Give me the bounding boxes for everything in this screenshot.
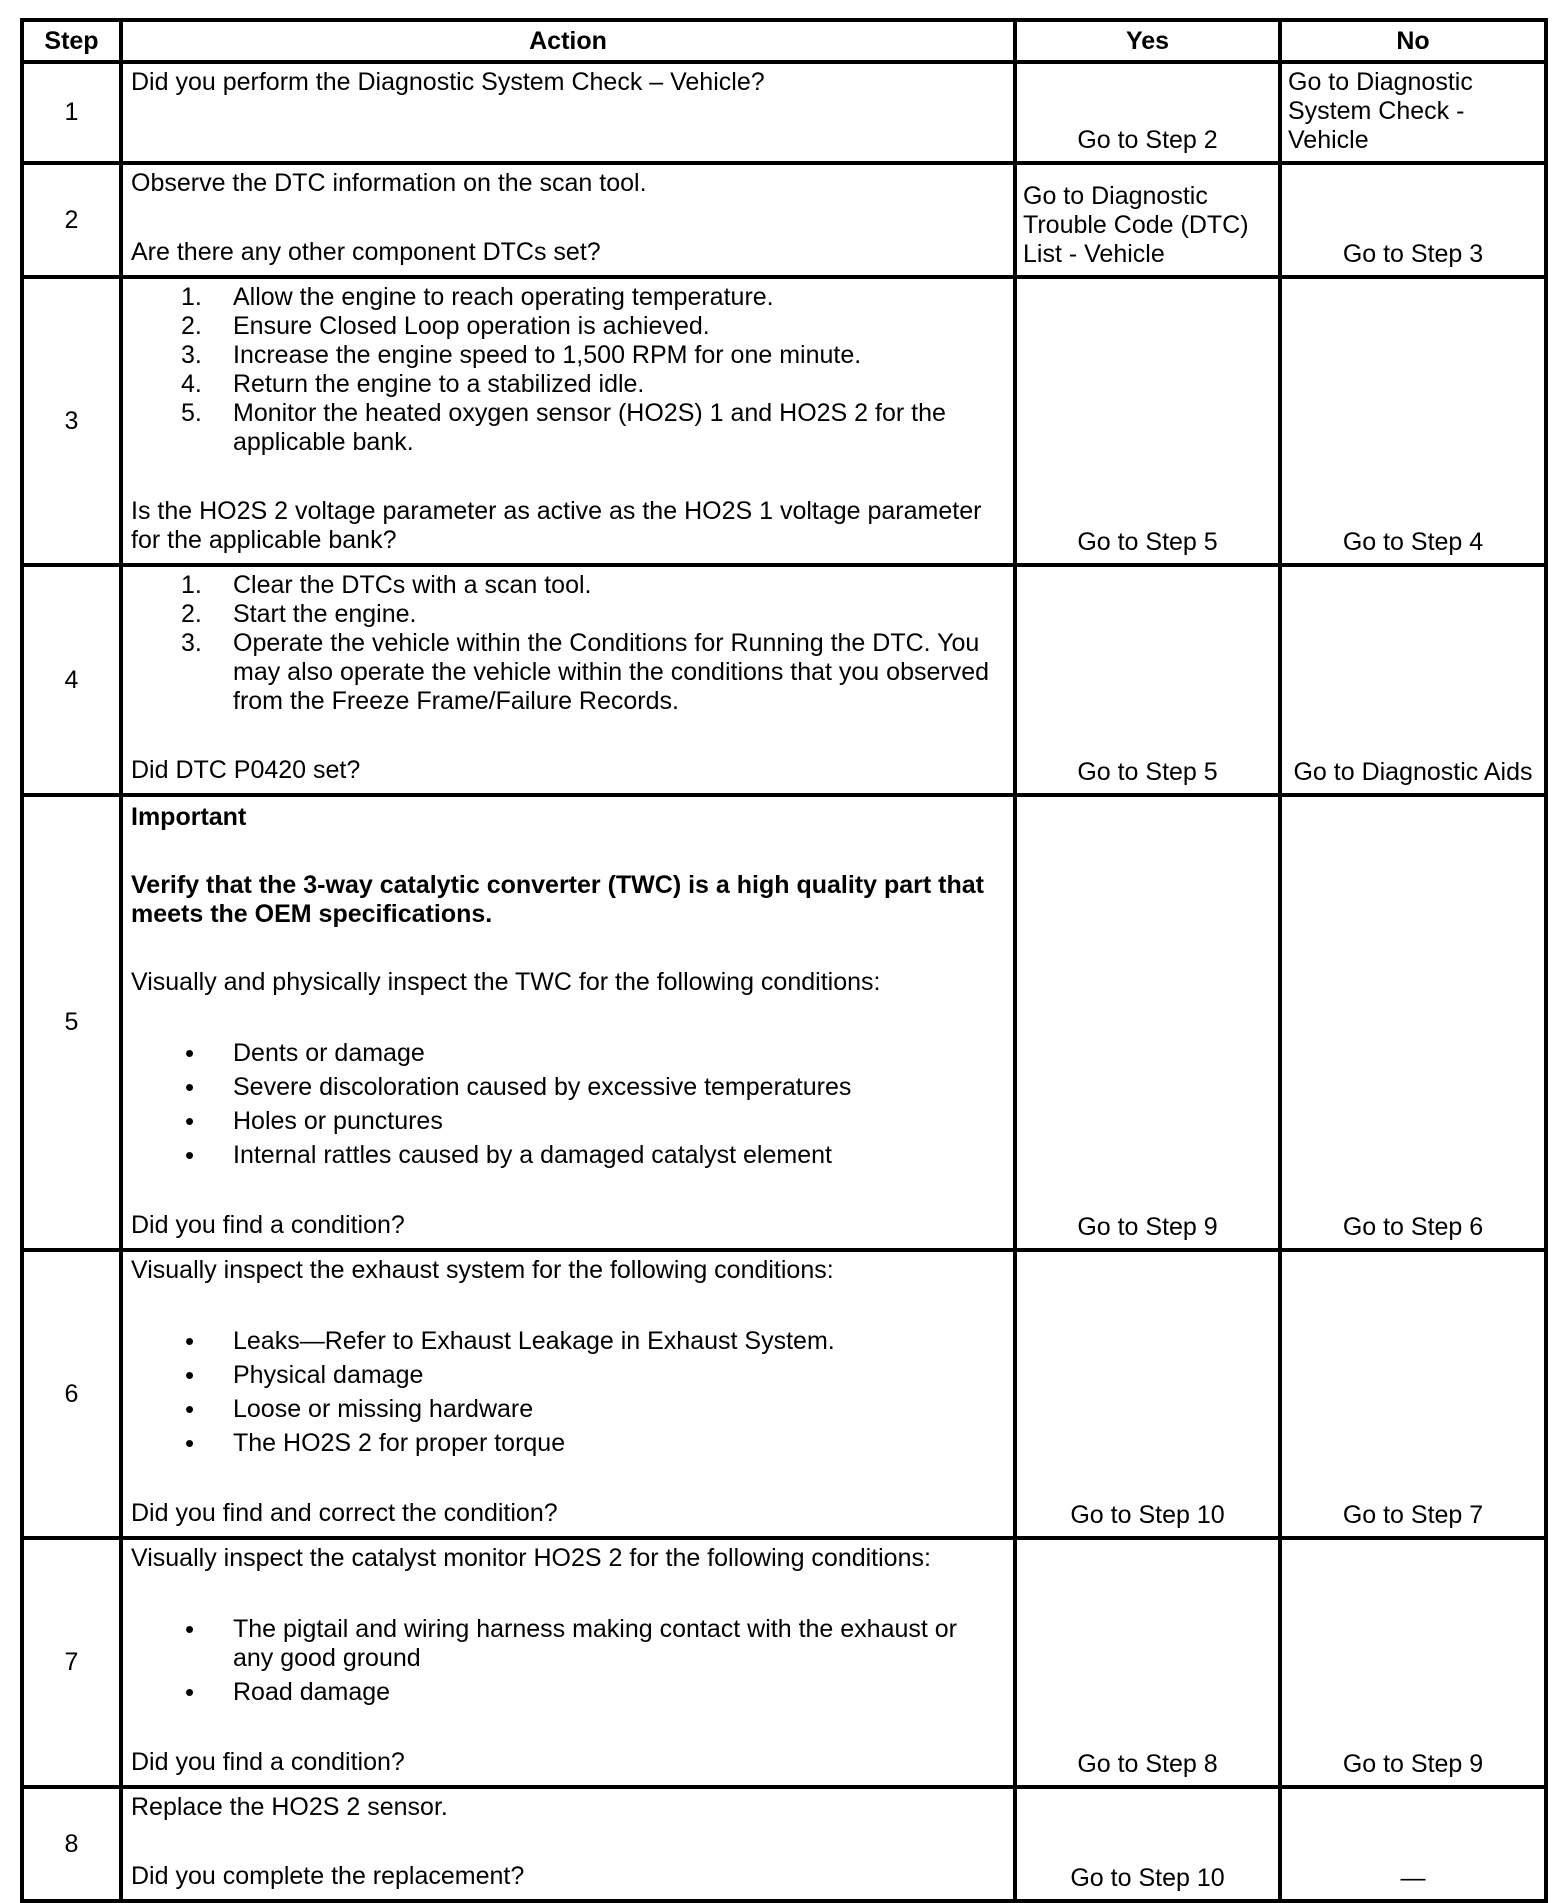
action-cell [121,565,1015,795]
list-item: • Leaks—Refer to Exhaust Leakage in Exhaust System. [131,1327,1001,1356]
action-cell [121,277,1015,565]
no-cell: Go to Step 7 [1280,1250,1546,1538]
header-row [22,20,1546,62]
yes-cell: Go to Step 9 [1015,795,1280,1250]
list-item: 5. Monitor the heated oxygen sensor (HO2S) 1 and HO2S 2 for the applicable bank. [181,399,946,456]
action-intro: Visually inspect the exhaust system for the following conditions: [131,1256,834,1284]
table-row [22,795,1546,1250]
bullet-list [131,1039,1001,1170]
action-question: Are there any other component DTCs set? [131,238,601,266]
list-item: • Holes or punctures [131,1107,1001,1136]
action-question: Did you perform the Diagnostic System Check – Vehicle? [131,68,765,96]
yes-cell: Go to Step 10 [1015,1250,1280,1538]
action-cell [121,1538,1015,1787]
list-item: 1. Clear the DTCs with a scan tool. [181,571,592,599]
header-no: No [1280,20,1546,62]
header-action: Action [121,20,1015,62]
no-cell: Go to Step 4 [1280,277,1546,565]
step-number: 7 [22,1538,121,1787]
table-row [22,1250,1546,1538]
important-text: Verify that the 3-way catalytic converter (TWC) is a high quality part that meets the OEM specifications. [131,871,984,928]
action-intro: Observe the DTC information on the scan tool. [131,169,647,197]
list-item: • Internal rattles caused by a damaged catalyst element [131,1141,1001,1170]
action-cell [121,795,1015,1250]
no-cell: — [1280,1787,1546,1901]
list-item: • Severe discoloration caused by excessive temperatures [131,1073,1001,1102]
action-cell [121,1787,1015,1901]
list-item: • Dents or damage [131,1039,1001,1068]
step-number: 2 [22,163,121,277]
bullet-list [131,1327,1001,1458]
numbered-list [131,283,1001,457]
action-intro: Replace the HO2S 2 sensor. [131,1793,448,1821]
action-cell [121,62,1015,163]
action-cell [121,163,1015,277]
list-item: 2. Ensure Closed Loop operation is achieved. [181,312,710,340]
important-label: Important [131,803,247,831]
list-item: • Loose or missing hardware [131,1395,1001,1424]
list-item: 4. Return the engine to a stabilized idle. [181,370,645,398]
no-cell: Go to Diagnostic System Check - Vehicle [1280,62,1546,163]
yes-cell: Go to Step 10 [1015,1787,1280,1901]
diagnostic-table [20,18,1548,1903]
yes-cell: Go to Step 8 [1015,1538,1280,1787]
table-row [22,1787,1546,1901]
table-row [22,565,1546,795]
table-row [22,62,1546,163]
action-cell [121,1250,1015,1538]
list-item: • Physical damage [131,1361,1001,1390]
action-intro: Visually and physically inspect the TWC for the following conditions: [131,968,881,996]
list-item: 2. Start the engine. [181,600,417,628]
action-question: Did you find and correct the condition? [131,1499,558,1527]
table-row [22,163,1546,277]
step-number: 1 [22,62,121,163]
step-number: 4 [22,565,121,795]
no-cell: Go to Diagnostic Aids [1280,565,1546,795]
list-item: 3. Increase the engine speed to 1,500 RPM for one minute. [181,341,862,369]
yes-cell: Go to Step 5 [1015,277,1280,565]
list-item: 3. Operate the vehicle within the Conditions for Running the DTC. You may also operate the vehicle within the conditions that you observed from the Freeze Frame/Failure Records. [181,629,990,715]
no-cell: Go to Step 9 [1280,1538,1546,1787]
action-question: Did you find a condition? [131,1748,405,1776]
numbered-list [131,571,1001,716]
header-step: Step [22,20,121,62]
list-item: • The pigtail and wiring harness making contact with the exhaust or any good ground [131,1615,1001,1673]
list-item: 1. Allow the engine to reach operating temperature. [181,283,774,311]
action-question: Did you complete the replacement? [131,1862,525,1890]
step-number: 5 [22,795,121,1250]
yes-cell: Go to Step 5 [1015,565,1280,795]
yes-cell: Go to Step 2 [1015,62,1280,163]
bullet-list [131,1615,1001,1707]
list-item: • Road damage [131,1678,1001,1707]
yes-cell: Go to Diagnostic Trouble Code (DTC) List - Vehicle [1015,163,1280,277]
step-number: 8 [22,1787,121,1901]
step-number: 6 [22,1250,121,1538]
no-cell: Go to Step 3 [1280,163,1546,277]
action-intro: Visually inspect the catalyst monitor HO2S 2 for the following conditions: [131,1544,931,1572]
action-question: Is the HO2S 2 voltage parameter as active as the HO2S 1 voltage parameter for the applicable bank? [131,497,982,554]
no-cell: Go to Step 6 [1280,795,1546,1250]
header-yes: Yes [1015,20,1280,62]
table-row [22,1538,1546,1787]
step-number: 3 [22,277,121,565]
action-question: Did you find a condition? [131,1211,405,1239]
list-item: • The HO2S 2 for proper torque [131,1429,1001,1458]
action-question: Did DTC P0420 set? [131,756,361,784]
table-row [22,277,1546,565]
